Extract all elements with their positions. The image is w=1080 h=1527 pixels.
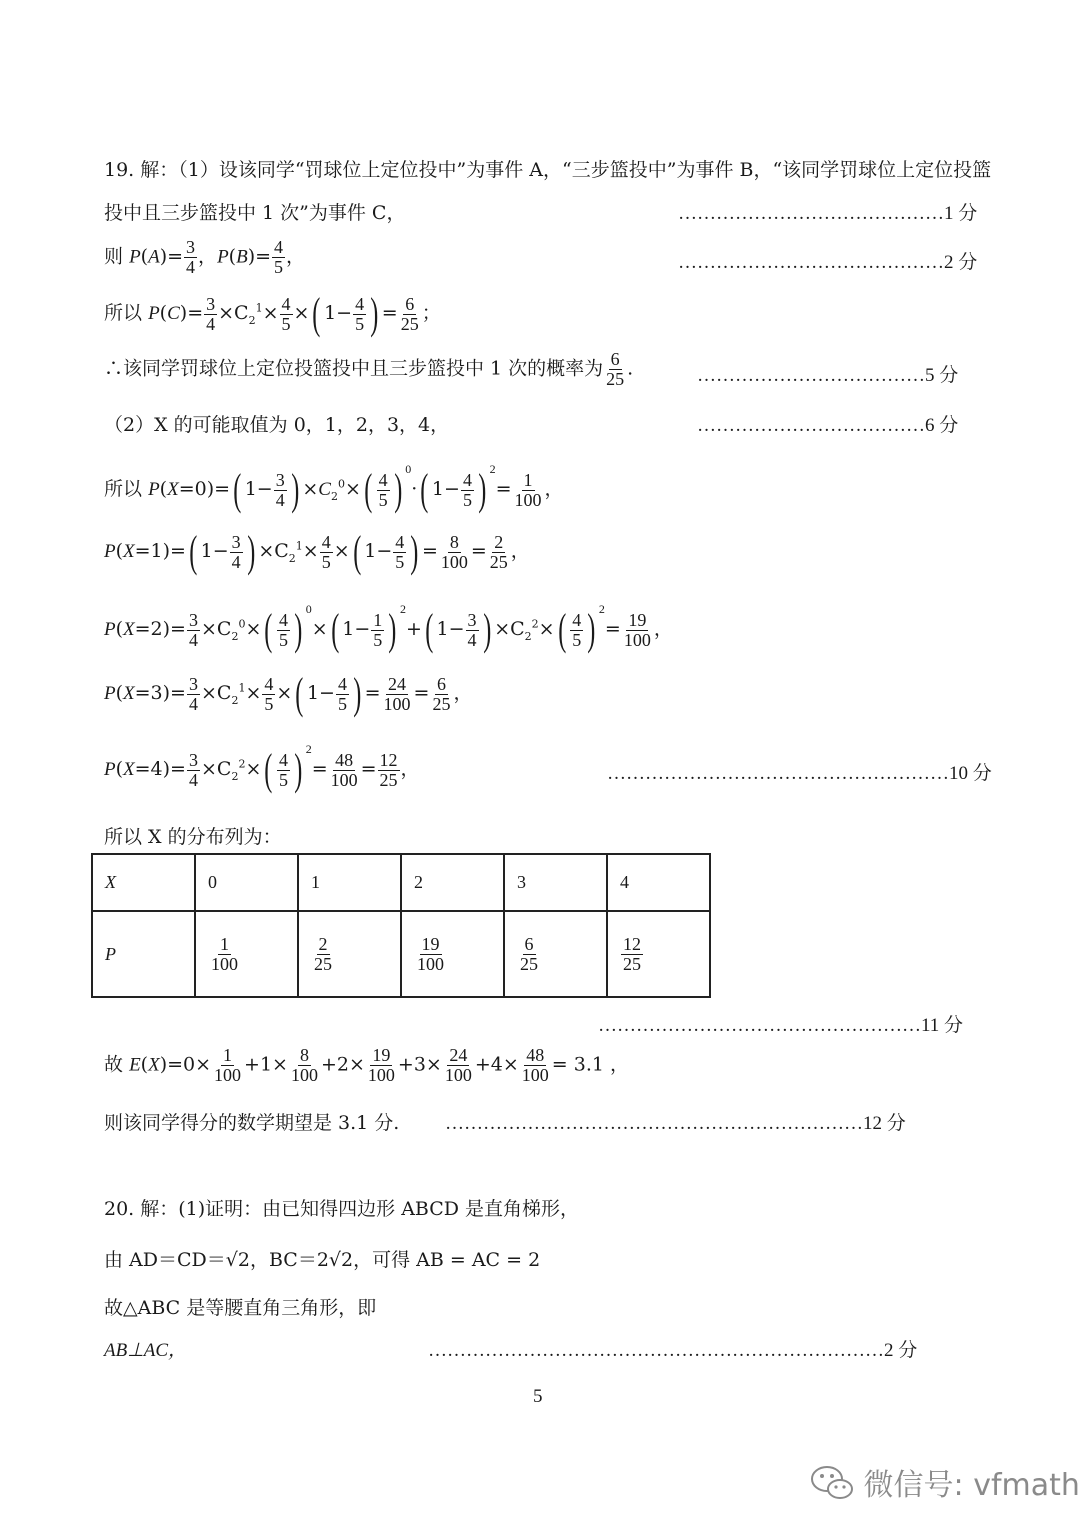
formula-p-x2: P(X=2)= $\frac{3}{4}$ $\times C_2^0\times$( $\frac{4}{5}$ ) $^0$×( 1− $\frac{1}{5}$ ) $^2$+( 1− $\frac{3}{4}$ ) $\times C_2^2\times$( $\frac{4}{5}$ ) $^2$= $\frac{19}{100}$ ， bbox=[104, 602, 673, 654]
score-2: ……………………………………2 分 bbox=[678, 252, 978, 273]
score-10: ………………………………………………10 分 bbox=[607, 763, 992, 784]
q19-line6: （2）X 的可能取值为 0，1，2，3，4， bbox=[104, 414, 450, 436]
table-cell: 1 bbox=[298, 854, 401, 911]
formula-p-x1: P(X=1)=( 1− $\frac{3}{4}$ ) $\times C_2^1\times$ $\frac{4}{5}$ ×( 1− $\frac{4}{5}$ ) = $\frac{8}{100}$ = $\frac{2}{25}$ ， bbox=[104, 527, 530, 576]
score-11: ……………………………………………11 分 bbox=[598, 1015, 964, 1036]
formula-p-x3: P(X=3)= $\frac{3}{4}$ $\times C_2^1\times$ $\frac{4}{5}$ ×( 1− $\frac{4}{5}$ ) = $\frac{24}{100}$ = $\frac{6}{25}$ ， bbox=[104, 669, 473, 718]
formula-p-x0: 所以 P(X=0)=( 1− $\frac{3}{4}$ ) $\times C_2^0\times$( $\frac{4}{5}$ ) $^0$·( 1− $\frac{4}{5}$ ) $^2$= $\frac{1}{100}$ ， bbox=[104, 462, 564, 514]
expectation-formula: 故 E(X)=0× $\frac{1}{100}$ +1× $\frac{8}{100}$ +2× $\frac{19}{100}$ +3× $\frac{24}{100}$ +4× $\frac{48}{100}$ = 3.1 ， bbox=[104, 1045, 630, 1085]
table-cell: $\frac{2}{25}$ bbox=[298, 911, 401, 997]
table-cell: 0 bbox=[195, 854, 298, 911]
q19-line2: 投中且三步篮投中 1 次”为事件 C， bbox=[104, 202, 406, 224]
q20-line3: 故△ABC 是等腰直角三角形，即 bbox=[104, 1297, 377, 1319]
q19-conclusion: 则该同学得分的数学期望是 3.1 分. bbox=[104, 1112, 400, 1134]
table-cell: $\frac{19}{100}$ bbox=[401, 911, 504, 997]
table-cell: $\frac{6}{25}$ bbox=[504, 911, 607, 997]
q20-line2: 由 AD＝CD＝√2，BC＝2√2，可得 AB = AC = 2 bbox=[104, 1249, 541, 1271]
table-cell: P bbox=[92, 911, 195, 997]
table-cell: 3 bbox=[504, 854, 607, 911]
table-cell: X bbox=[92, 854, 195, 911]
score-12: …………………………………………………………12 分 bbox=[445, 1113, 906, 1134]
distribution-table bbox=[91, 853, 711, 998]
distribution-intro: 所以 X 的分布列为： bbox=[104, 826, 282, 848]
q20-line4: AB⊥AC， bbox=[104, 1340, 188, 1361]
score-6: ………………………………6 分 bbox=[697, 415, 959, 436]
q20-line1: 20. 解：(1)证明：由已知得四边形 ABCD 是直角梯形， bbox=[104, 1198, 580, 1220]
q19-line3: 则 P(A)= $\frac{3}{4}$ ，P(B)= $\frac{4}{5}$ ， bbox=[104, 237, 306, 277]
table-cell: 4 bbox=[607, 854, 710, 911]
formula-p-x4: P(X=4)= $\frac{3}{4}$ $\times C_2^2\times$( $\frac{4}{5}$ ) $^2$= $\frac{48}{100}$ = $\frac{12}{25}$ ， bbox=[104, 742, 420, 794]
watermark bbox=[810, 1460, 1080, 1509]
q19-line4: 所以 P(C)= $\frac{3}{4}$ $\times C_2^1\times$ $\frac{4}{5}$ ×( 1− $\frac{4}{5}$ ) = $\frac{6}{25}$ ； bbox=[104, 289, 441, 338]
score-2-q20: ………………………………………………………………2 分 bbox=[428, 1340, 918, 1361]
table-cell: 2 bbox=[401, 854, 504, 911]
wechat-icon bbox=[810, 1465, 854, 1509]
watermark-text: 微信号: vfmath bbox=[863, 1468, 1080, 1503]
q19-line1: 19. 解：（1）设该同学“罚球位上定位投中”为事件 A，“三步篮投中”为事件 B，“该同学罚球位上定位投篮 bbox=[104, 159, 992, 181]
table-row-x bbox=[92, 854, 710, 911]
score-5: ………………………………5 分 bbox=[697, 365, 959, 386]
q19-line5: ∴该同学罚球位上定位投篮投中且三步篮投中 1 次的概率为 $\frac{6}{25}$ . bbox=[104, 349, 634, 389]
table-row-p bbox=[92, 911, 710, 997]
score-1: ……………………………………1 分 bbox=[678, 203, 978, 224]
table-cell: $\frac{1}{100}$ bbox=[195, 911, 298, 997]
page-number: 5 bbox=[533, 1386, 543, 1407]
table-cell: $\frac{12}{25}$ bbox=[607, 911, 710, 997]
